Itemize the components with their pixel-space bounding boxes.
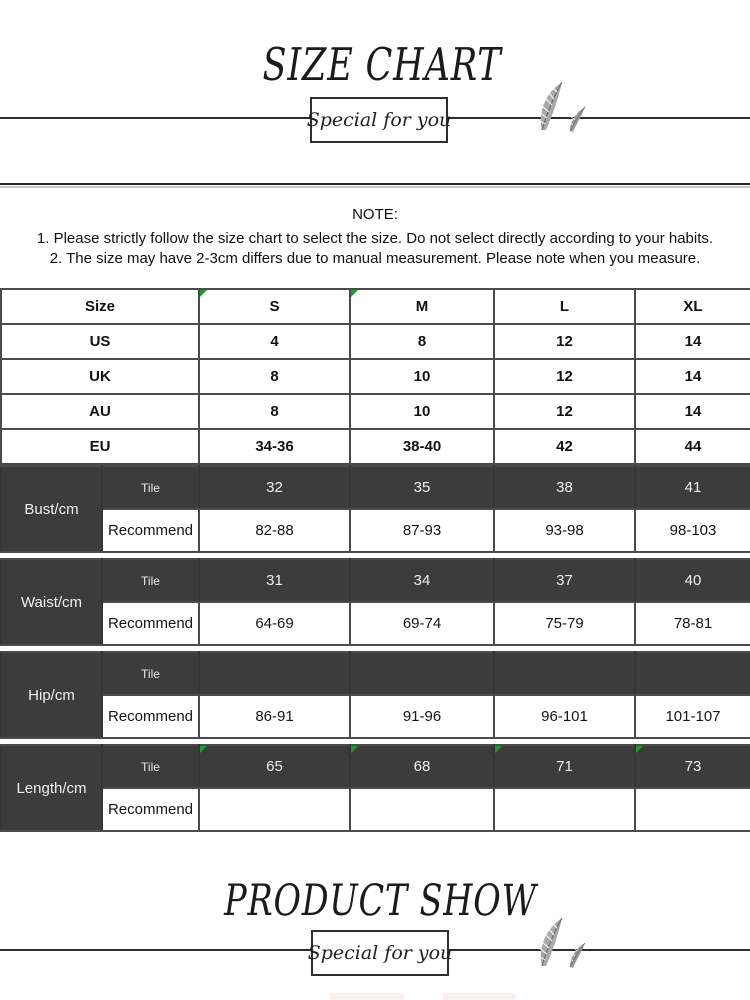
table-cell: 64-69 bbox=[199, 602, 350, 645]
table-cell: 8 bbox=[199, 394, 350, 429]
table-cell: 86-91 bbox=[199, 695, 350, 738]
table-cell bbox=[494, 652, 635, 695]
note-line-1: 1. Please strictly follow the size chart to select the size. Do not select directly according to your habits. bbox=[36, 230, 714, 247]
row-label: EU bbox=[1, 429, 199, 464]
table-cell: 78-81 bbox=[635, 602, 750, 645]
note-heading: NOTE: bbox=[352, 206, 398, 223]
recommend-row bbox=[1, 788, 750, 831]
table-cell: 14 bbox=[635, 359, 750, 394]
recommend-label: Recommend bbox=[102, 695, 199, 738]
bust-section-table bbox=[0, 465, 750, 553]
table-cell: 68 bbox=[350, 745, 494, 788]
section-label: Hip/cm bbox=[1, 652, 102, 738]
tile-label: Tile bbox=[102, 559, 199, 602]
table-cell: 34-36 bbox=[199, 429, 350, 464]
table-cell: 14 bbox=[635, 394, 750, 429]
table-cell: 12 bbox=[494, 359, 635, 394]
table-cell: 8 bbox=[199, 359, 350, 394]
table-cell: 32 bbox=[199, 466, 350, 509]
hip-section-table bbox=[0, 651, 750, 739]
size-header-label: Size bbox=[1, 289, 199, 324]
table-cell: 73 bbox=[635, 745, 750, 788]
note-block bbox=[0, 206, 750, 269]
table-cell: 31 bbox=[199, 559, 350, 602]
table-row-us bbox=[1, 324, 750, 359]
table-cell: 38-40 bbox=[350, 429, 494, 464]
product-photo-edge bbox=[443, 993, 515, 1000]
section-label: Length/cm bbox=[1, 745, 102, 831]
table-cell: 10 bbox=[350, 359, 494, 394]
table-cell bbox=[494, 788, 635, 831]
tile-row bbox=[1, 652, 750, 695]
feather-icon bbox=[508, 916, 598, 968]
table-cell bbox=[635, 788, 750, 831]
row-label: AU bbox=[1, 394, 199, 429]
size-column-xl: XL bbox=[635, 289, 750, 324]
tile-label: Tile bbox=[102, 652, 199, 695]
table-cell: 87-93 bbox=[350, 509, 494, 552]
table-cell: 4 bbox=[199, 324, 350, 359]
table-cell: 82-88 bbox=[199, 509, 350, 552]
table-cell: 101-107 bbox=[635, 695, 750, 738]
table-cell: 69-74 bbox=[350, 602, 494, 645]
tile-row bbox=[1, 745, 750, 788]
size-chart-tables bbox=[0, 288, 750, 832]
product-photo-edge bbox=[330, 993, 404, 1000]
product-show-title: PRODUCT SHOW bbox=[224, 876, 537, 926]
ribbon-label: Special for you bbox=[307, 942, 453, 964]
special-ribbon bbox=[307, 930, 453, 976]
table-cell: 42 bbox=[494, 429, 635, 464]
table-cell: 71 bbox=[494, 745, 635, 788]
size-conversion-table bbox=[0, 288, 750, 465]
note-line-2: 2. The size may have 2-3cm differs due to manual measurement. Please note when you measure. bbox=[49, 250, 701, 267]
table-row-au bbox=[1, 394, 750, 429]
table-cell: 75-79 bbox=[494, 602, 635, 645]
section-label: Waist/cm bbox=[1, 559, 102, 645]
table-cell bbox=[350, 652, 494, 695]
page-title: SIZE CHART bbox=[262, 38, 502, 91]
recommend-row bbox=[1, 695, 750, 738]
recommend-row bbox=[1, 602, 750, 645]
table-cell: 12 bbox=[494, 324, 635, 359]
table-cell: 91-96 bbox=[350, 695, 494, 738]
table-cell: 14 bbox=[635, 324, 750, 359]
row-label: US bbox=[1, 324, 199, 359]
table-cell bbox=[199, 652, 350, 695]
tile-row bbox=[1, 559, 750, 602]
special-ribbon bbox=[306, 97, 452, 143]
tile-label: Tile bbox=[102, 745, 199, 788]
table-cell bbox=[199, 788, 350, 831]
size-column-s: S bbox=[199, 289, 350, 324]
length-section-table bbox=[0, 744, 750, 832]
table-cell bbox=[635, 652, 750, 695]
size-column-l: L bbox=[494, 289, 635, 324]
divider bbox=[0, 183, 750, 185]
table-cell: 8 bbox=[350, 324, 494, 359]
recommend-label: Recommend bbox=[102, 602, 199, 645]
row-label: UK bbox=[1, 359, 199, 394]
feather-icon bbox=[508, 80, 598, 132]
table-cell: 41 bbox=[635, 466, 750, 509]
table-cell: 34 bbox=[350, 559, 494, 602]
table-cell: 98-103 bbox=[635, 509, 750, 552]
table-cell: 40 bbox=[635, 559, 750, 602]
section-label: Bust/cm bbox=[1, 466, 102, 552]
table-cell: 12 bbox=[494, 394, 635, 429]
table-cell: 10 bbox=[350, 394, 494, 429]
tile-label: Tile bbox=[102, 466, 199, 509]
table-row-uk bbox=[1, 359, 750, 394]
recommend-row bbox=[1, 509, 750, 552]
table-row-size bbox=[1, 289, 750, 324]
table-cell: 38 bbox=[494, 466, 635, 509]
table-cell: 35 bbox=[350, 466, 494, 509]
recommend-label: Recommend bbox=[102, 509, 199, 552]
size-column-m: M bbox=[350, 289, 494, 324]
ribbon-label: Special for you bbox=[306, 109, 452, 131]
waist-section-table bbox=[0, 558, 750, 646]
divider-shadow bbox=[0, 186, 750, 188]
recommend-label: Recommend bbox=[102, 788, 199, 831]
table-cell: 44 bbox=[635, 429, 750, 464]
table-cell: 93-98 bbox=[494, 509, 635, 552]
table-cell: 37 bbox=[494, 559, 635, 602]
tile-row bbox=[1, 466, 750, 509]
table-cell: 65 bbox=[199, 745, 350, 788]
table-row-eu bbox=[1, 429, 750, 464]
table-cell: 96-101 bbox=[494, 695, 635, 738]
table-cell bbox=[350, 788, 494, 831]
